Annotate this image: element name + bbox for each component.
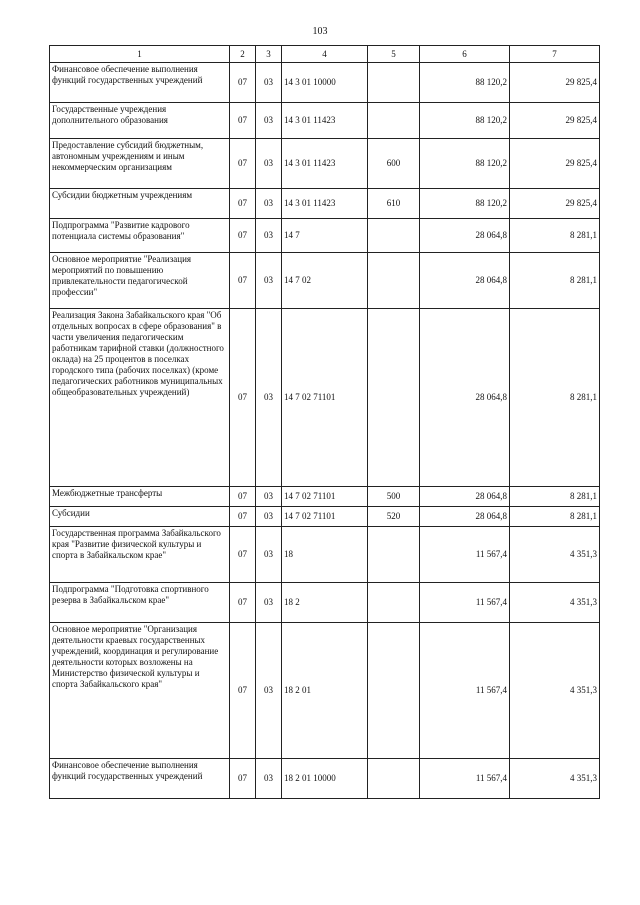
table-row <box>50 527 600 583</box>
row-target-code: 14 3 01 11423 <box>282 103 368 139</box>
row-section: 07 <box>230 189 256 219</box>
row-name: Основное мероприятие "Реализация мероприятий по повышению привлекательности педагогической профессии" <box>50 253 230 309</box>
row-name: Подпрограмма "Подготовка спортивного резерва в Забайкальском крае" <box>50 583 230 623</box>
row-section: 07 <box>230 623 256 759</box>
budget-table <box>49 45 600 799</box>
row-amount-actual: 4 351,3 <box>510 623 600 759</box>
column-header: 4 <box>282 46 368 63</box>
row-expense-type <box>368 583 420 623</box>
row-amount-plan: 88 120,2 <box>420 189 510 219</box>
row-subsection: 03 <box>256 507 282 527</box>
row-section: 07 <box>230 759 256 799</box>
row-amount-actual: 4 351,3 <box>510 759 600 799</box>
row-amount-actual: 8 281,1 <box>510 507 600 527</box>
table-body <box>50 63 600 799</box>
row-expense-type <box>368 103 420 139</box>
row-amount-actual: 4 351,3 <box>510 527 600 583</box>
row-target-code: 18 2 01 10000 <box>282 759 368 799</box>
row-amount-plan: 28 064,8 <box>420 253 510 309</box>
row-target-code: 14 3 01 11423 <box>282 189 368 219</box>
row-name: Реализация Закона Забайкальского края "Об отдельных вопросах в сфере образования" в части увеличения педагогическим работникам тарифной ставки (должностного оклада) на 25 процентов в поселках городского типа (рабочих поселках) (кроме педагогических работников муниципальных общеобразовательных учреждений) <box>50 309 230 487</box>
table-row <box>50 63 600 103</box>
row-expense-type <box>368 623 420 759</box>
row-section: 07 <box>230 507 256 527</box>
row-amount-plan: 28 064,8 <box>420 487 510 507</box>
row-amount-actual: 29 825,4 <box>510 139 600 189</box>
row-section: 07 <box>230 487 256 507</box>
row-expense-type <box>368 219 420 253</box>
row-amount-actual: 29 825,4 <box>510 189 600 219</box>
row-name: Государственная программа Забайкальского края "Развитие физической культуры и спорта в Забайкальском крае" <box>50 527 230 583</box>
row-name: Подпрограмма "Развитие кадрового потенциала системы образования" <box>50 219 230 253</box>
row-section: 07 <box>230 253 256 309</box>
page-number: 103 <box>312 26 328 37</box>
column-header: 6 <box>420 46 510 63</box>
row-amount-plan: 88 120,2 <box>420 63 510 103</box>
row-name: Межбюджетные трансферты <box>50 487 230 507</box>
row-name: Субсидии бюджетным учреждениям <box>50 189 230 219</box>
row-amount-actual: 8 281,1 <box>510 219 600 253</box>
row-amount-actual: 8 281,1 <box>510 487 600 507</box>
row-expense-type <box>368 253 420 309</box>
row-section: 07 <box>230 219 256 253</box>
row-subsection: 03 <box>256 487 282 507</box>
row-section: 07 <box>230 63 256 103</box>
table-row <box>50 759 600 799</box>
row-subsection: 03 <box>256 583 282 623</box>
row-name: Государственные учреждения дополнительного образования <box>50 103 230 139</box>
row-subsection: 03 <box>256 527 282 583</box>
column-header: 3 <box>256 46 282 63</box>
row-subsection: 03 <box>256 103 282 139</box>
row-section: 07 <box>230 103 256 139</box>
column-header: 2 <box>230 46 256 63</box>
table-row <box>50 487 600 507</box>
row-amount-plan: 28 064,8 <box>420 219 510 253</box>
table-row <box>50 623 600 759</box>
row-section: 07 <box>230 527 256 583</box>
row-subsection: 03 <box>256 623 282 759</box>
row-expense-type: 520 <box>368 507 420 527</box>
row-section: 07 <box>230 583 256 623</box>
row-expense-type <box>368 309 420 487</box>
table-row <box>50 583 600 623</box>
row-name: Субсидии <box>50 507 230 527</box>
row-target-code: 14 7 <box>282 219 368 253</box>
row-subsection: 03 <box>256 309 282 487</box>
table-row <box>50 309 600 487</box>
row-target-code: 14 7 02 71101 <box>282 507 368 527</box>
row-section: 07 <box>230 309 256 487</box>
table-row <box>50 219 600 253</box>
table-header-row <box>50 46 600 63</box>
row-target-code: 18 2 01 <box>282 623 368 759</box>
row-target-code: 14 3 01 11423 <box>282 139 368 189</box>
row-name: Финансовое обеспечение выполнения функций государственных учреждений <box>50 63 230 103</box>
row-amount-plan: 28 064,8 <box>420 507 510 527</box>
row-name: Предоставление субсидий бюджетным, автономным учреждениям и иным некоммерческим организациям <box>50 139 230 189</box>
row-target-code: 14 7 02 <box>282 253 368 309</box>
row-amount-plan: 11 567,4 <box>420 759 510 799</box>
row-amount-actual: 29 825,4 <box>510 63 600 103</box>
row-subsection: 03 <box>256 253 282 309</box>
row-expense-type <box>368 527 420 583</box>
row-amount-plan: 88 120,2 <box>420 139 510 189</box>
row-amount-actual: 4 351,3 <box>510 583 600 623</box>
table-row <box>50 139 600 189</box>
row-subsection: 03 <box>256 189 282 219</box>
row-amount-plan: 11 567,4 <box>420 527 510 583</box>
table-row <box>50 189 600 219</box>
row-amount-plan: 11 567,4 <box>420 583 510 623</box>
table-row <box>50 253 600 309</box>
row-target-code: 14 7 02 71101 <box>282 309 368 487</box>
row-expense-type <box>368 759 420 799</box>
row-target-code: 14 7 02 71101 <box>282 487 368 507</box>
row-expense-type: 600 <box>368 139 420 189</box>
row-amount-plan: 88 120,2 <box>420 103 510 139</box>
row-subsection: 03 <box>256 139 282 189</box>
row-target-code: 18 2 <box>282 583 368 623</box>
row-expense-type: 500 <box>368 487 420 507</box>
row-amount-plan: 11 567,4 <box>420 623 510 759</box>
row-subsection: 03 <box>256 759 282 799</box>
row-target-code: 18 <box>282 527 368 583</box>
column-header: 7 <box>510 46 600 63</box>
row-subsection: 03 <box>256 63 282 103</box>
table-row <box>50 507 600 527</box>
table-row <box>50 103 600 139</box>
row-amount-actual: 29 825,4 <box>510 103 600 139</box>
column-header: 5 <box>368 46 420 63</box>
row-amount-plan: 28 064,8 <box>420 309 510 487</box>
row-expense-type <box>368 63 420 103</box>
row-subsection: 03 <box>256 219 282 253</box>
row-target-code: 14 3 01 10000 <box>282 63 368 103</box>
row-amount-actual: 8 281,1 <box>510 253 600 309</box>
row-amount-actual: 8 281,1 <box>510 309 600 487</box>
row-name: Финансовое обеспечение выполнения функций государственных учреждений <box>50 759 230 799</box>
row-expense-type: 610 <box>368 189 420 219</box>
column-header: 1 <box>50 46 230 63</box>
row-section: 07 <box>230 139 256 189</box>
row-name: Основное мероприятие "Организация деятельности краевых государственных учреждений, координация и регулирование деятельности которых возложены на Министерство физической культуры и спорта Забайкальского края" <box>50 623 230 759</box>
